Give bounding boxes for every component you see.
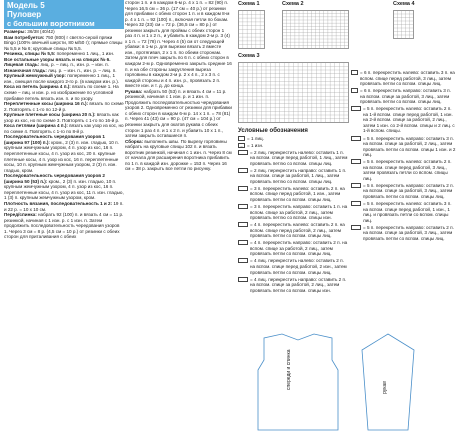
- col1-paragraph: [4, 112, 124, 123]
- legend-list-2: [351, 70, 457, 241]
- legend-symbol-icon: [351, 136, 361, 141]
- paragraph-text: 19 п. и 22 р. = 10 х 10 см.: [4, 200, 124, 212]
- legend-text: = 3 п. перекрестить направо: оставить 1 п. на вспом. спице за работой, 2 лиц., затем провязать петлю со вспом. спицы изн.: [250, 204, 348, 221]
- paragraph-heading: Крупные плетеные косы (ширина 20 п.):: [4, 112, 97, 118]
- legend-list: [238, 136, 350, 294]
- legend-item: [351, 88, 457, 105]
- legend-text: = 5 п. перекрестить направо: оставить 2 п. на вспом. спице за работой, 3 лиц., затем провязать петли со вспом. спицы лиц.: [363, 182, 454, 199]
- legend-symbol-icon: [351, 70, 358, 75]
- col1-paragraph: [4, 134, 124, 173]
- instructions-text-2: [125, 0, 232, 172]
- col1-paragraph: [4, 101, 124, 112]
- paragraph-text: кром., 2 (3) п. изн. гладью, 10 п. крупным жемчужным узором, 4 п. узор из кос, 16 п. переплетенные косы, 4 п. узор из кос, 20 п. крупные плетеные косы, 4 п. узор из кос, 16 п. переплетенные косы, 10 п. крупным жемчужным узором, 2 (3) п. изн. гладью, кром.: [4, 139, 119, 173]
- legend-symbol-icon: [238, 204, 248, 209]
- pattern-diagram: [238, 330, 460, 440]
- legend-text: = 5 п. перекрестить налево: оставить 2 п. на вспом. спице перед работой, 3 лиц., затем провязать петли со вспом. спицы лиц.: [363, 159, 452, 181]
- legend-item: [351, 183, 457, 200]
- legend-symbol-icon: [238, 258, 248, 263]
- legend-symbol-icon: [238, 186, 248, 191]
- paragraph-heading: Крупный жемчужный узор:: [4, 73, 68, 79]
- col1-paragraph: [4, 212, 124, 240]
- schema-2-title: Схема 2: [282, 1, 304, 7]
- column-2: [125, 0, 232, 172]
- legend-item: [238, 277, 350, 294]
- schema-1-chart: [238, 10, 268, 50]
- paragraph-text: лиц. р. – лиц. п., изн. р. – изн. п.: [40, 62, 109, 68]
- paragraph-heading: Перед/спинка:: [4, 212, 38, 218]
- paragraph-text: кром., 2 (3) п. изн. гладью, 10 п. крупным жемчужным узором, 4 п. узор из кос, 16 п. переплетенные косы, 4 п. узор из кос, 11 п. изн. гладью, 1 (3) п. крупным жемчужным узором, кром.: [4, 178, 124, 201]
- paragraph-heading: Коса из петель (ширина 4 п.):: [4, 84, 73, 90]
- schema-4-chart: [393, 10, 417, 40]
- legend-text: = 4 лиц. перекрестить налево: оставить 2 п. на вспом. спице перед работой, 2 изн., затем провязать петли со вспом. спицы лиц.: [250, 258, 347, 275]
- legend-item: [238, 168, 350, 185]
- legend-symbol-icon: –: [238, 143, 245, 148]
- legend-symbol-icon: [238, 240, 248, 245]
- legend-item: [351, 159, 457, 181]
- legend-text: = 5 п. перекрестить налево: оставить 2 п. на 1-й вспом. спице перед работой, 1 изн. на 2-й вспом. спице за работой, 2 лиц., затем 1 изн. со 2-й вспом. спицы и 2 лиц. с 1-й вспом. спицы.: [363, 106, 455, 134]
- legend-text: = 1 изн.: [247, 142, 264, 148]
- paragraph-heading: Коса петлями (ширина 4 п.):: [4, 123, 70, 129]
- col1-paragraph: [4, 84, 124, 101]
- legend-symbol-icon: [238, 150, 248, 155]
- paragraph-text: набрать 92 (100) п. и вязать 4 см = 11 р. резинкой, начиная с 1 изн. р. с 1 изн. п. Затем продолжить последовательность чередования узоров 1. Через 3 см = 8 р. (4,5 см = 10 р.) от резинки с обеих сторон для приталивания с обеих: [4, 212, 124, 240]
- legend-item: [351, 136, 457, 158]
- paragraph-text: вязать как узор из кос, но по схеме 3. Повторять с 1-го по 16-й р.: [4, 112, 120, 123]
- legend-item: [238, 150, 350, 167]
- legend-title: Условные обозначения: [238, 128, 308, 134]
- schema-1-title: Схема 1: [238, 1, 260, 7]
- legend-text: = 2 лиц. перекрестить налево: оставить 1 п. на вспом. спице перед работой, 1 лиц., затем провязать петлю со вспом. спицы лиц.: [250, 149, 348, 166]
- schemas-area: [238, 0, 350, 128]
- schema-3-title: Схема 3: [238, 53, 260, 59]
- legend-item: [238, 240, 350, 257]
- column-3: [238, 0, 350, 295]
- legend-text: = 3 п. перекрестить налево: оставить 2 п. на вспом. спице перед работой, 1 изн., затем провязать петли со вспом. спицы лиц.: [250, 185, 345, 203]
- paragraph-heading: Резинка, спицы № 5,5:: [4, 51, 57, 57]
- column-1: [4, 0, 124, 240]
- paragraph-heading: Все остальные узоры вязать и на спицах № 6.: [4, 56, 111, 62]
- paragraph-heading: Переплетенные косы (ширина 16 п.):: [4, 101, 90, 107]
- paragraph-text: выполнить швы. По вырезу горловины набрать на круговые спицы 102 п. и вязать воротник резинкой, начиная с 1 изн. п. Через 8 см от начала для расширения воротника прибавить по 1 п. в каждой изн. дорожке = 153 п. Через 16 см = 38 р. закрыть все петли по рисунку.: [125, 138, 232, 172]
- col1-paragraph: [4, 173, 124, 201]
- paragraph-heading: Изнаночная гладь:: [4, 67, 49, 73]
- legend-item: [351, 106, 457, 134]
- paragraph-heading: Рукава:: [125, 88, 144, 94]
- legend-symbol-icon: [238, 222, 248, 227]
- legend-text: = 4 п. перекрестить налево: оставить 2 п. на вспом. спице перед работой, 2 лиц., затем провязать петли со вспом. спицы лиц.: [250, 222, 345, 239]
- legend-symbol-icon: [351, 159, 361, 164]
- legend-symbol-icon: [238, 136, 245, 141]
- paragraph-heading: Последовательность чередования узоров 1 (ширина 97 (100) п.):: [4, 134, 105, 145]
- legend-text: = 4 лиц. перекрестить направо: оставить 2 п. на вспом. спице за работой, 2 лиц., затем провязать петли со вспом. спицы изн.: [250, 276, 347, 293]
- paragraph-heading: Лицевая гладь:: [4, 62, 41, 68]
- paragraph-text: 36/38 (40/42): [27, 29, 55, 34]
- header-box: [4, 0, 124, 29]
- paragraph-text: сторон 1 п. и в каждом 6-м р. 4 х 1 п. = 82 (90) п. Через 16,5 см = 36 р. (17 см = 40 р.) от резинки для прибавки с обеих сторон 1 п. и в каждом 8-м р. 4 х 1 п. = 92 (100) п., включая петли по бокам. Через 32 (33) см = 72 р. (36,5 см = 80 р.) от резинки закрыть для проймы с обеих сторон 1 раз 4 п. и 1 х 2 п., и убавить в каждом 2-м р. 3 (4) х 1 п. = 72 (78) п. Через 4 (5) см от следующей убавки: в 1-м р. для вырезки вязать 2 вместе изн., протягивая, 2 х 1 п. по обеим сторонам. Затем для плеч закрыть по 6 п. с обеих сторон в каждом 2-м р. Одновременно закрыть средние 16 п. и на обе стороны закругления выреза горловины в каждом 2-м р. 2 х 4 п., 2 х 3 п. с каждой стороны и 4 п. изн. р., провязать 2 п. вместе изн. и т. д. до конца.: [125, 0, 232, 89]
- col1-paragraph: [4, 123, 124, 134]
- paragraph-text: попеременно 1 лиц., 1 изн., смещая после каждого 2-го р. (в каждом изн. р.).: [4, 73, 120, 84]
- paragraph-heading: Размеры:: [4, 29, 28, 34]
- col1-paragraph: [4, 35, 124, 52]
- schema-3-chart: [238, 62, 350, 124]
- legend-symbol-icon: [238, 168, 248, 173]
- paragraph-heading: Сборка:: [125, 138, 145, 144]
- legend-item: [351, 201, 457, 223]
- legend-text: = 4 п. перекрестить направо: оставить 2 п. на вспом. спице за работой, 2 лиц., затем провязать петли со вспом. спицы лиц.: [250, 240, 348, 257]
- paragraph-text: лиц. р. – изн. п., изн. р. – лиц. п.: [48, 67, 117, 73]
- legend-text: = 5 п. перекрестить направо: оставить 2 п. на вспом. спице за работой, 3 лиц., затем провязать петли со вспом. спицы лиц.: [363, 224, 454, 241]
- legend-item: [351, 225, 457, 242]
- legend-symbol-icon: [351, 106, 361, 111]
- page-title: Пуловер: [7, 10, 42, 19]
- instructions-text-1: [4, 29, 124, 240]
- col1-paragraph: [4, 201, 124, 212]
- legend-item: [238, 204, 350, 221]
- front-label: спереди и спинка: [286, 349, 292, 390]
- page-subtitle: с большим воротником: [7, 19, 95, 28]
- legend-text: = 1 лиц.: [247, 135, 264, 141]
- schema-4-title: Схема 4: [393, 1, 415, 7]
- legend-item: [351, 70, 457, 87]
- legend-item: [238, 136, 350, 142]
- model-label: Модель 5: [7, 1, 45, 10]
- paragraph-text: 750 (800) г светло-серой пряжи Bingo (100% овечьей шерсти, 80 м/50 г); прямые спицы № 5,5 и № 6; круговые спицы № 5,5.: [4, 34, 123, 51]
- legend-symbol-icon: [351, 225, 361, 230]
- paragraph-text: вязать по схеме 1. На схеме – лиц. и изн. р. но изображение по условной прибавке петель вязать изн. п. и по узору.: [4, 84, 119, 101]
- column-4: [351, 0, 457, 243]
- paragraph-text: вязать по схеме 2. Повторять с 1-го по 12-й р.: [4, 101, 124, 112]
- legend-text: = 6 п. перекрестить налево: оставить 3 п. на вспом. спице перед работой, 3 лиц., затем провязать петли со вспом. спицы лиц.: [360, 70, 455, 87]
- col2-paragraph: [125, 139, 232, 172]
- paragraph-heading: Плотность вязания, последовательность 1 и 2:: [4, 200, 114, 206]
- legend-symbol-icon: [351, 201, 361, 206]
- legend-item: [238, 258, 350, 275]
- legend-symbol-icon: [351, 183, 361, 188]
- legend-text: = 5 п. перекрестить налево: оставить 3 п. на вспом. спице перед работой, 1 изн., 1 лиц. и провязать петли со вспом. спицы лиц.: [363, 201, 452, 223]
- paragraph-text: вязать как узор из кос, но по схеме 4. Повторять с 1-го по 8-й р.: [4, 123, 124, 134]
- schema-2-chart: [282, 10, 352, 50]
- col2-paragraph: [125, 0, 232, 89]
- legend-text: = 2 лиц. перекрестить направо: оставить 1 п. на вспом. спице за работой, 1 лиц., затем провязать петлю со вспом. спицы лиц.: [250, 167, 347, 184]
- legend-text: = 6 п. перекрестить направо: оставить 3 п. на вспом. спице за работой, 3 лиц., затем провязать петли со вспом. спицы лиц.: [360, 88, 451, 105]
- legend-symbol-icon: [351, 88, 358, 93]
- paragraph-text: набрать 50 (53) п. и вязать 4 см = 11 р. резинкой, начиная с 1 изн. р. и 1 изн. п. Продолжить последовательностью чередования узоров 2. Одновременно от резинки для прибавки с обеих сторон в каждом 6-м р. 14 х 1 п. = 78 (81) п. Через 41 (43) см = 90 р. (47 см = 104 р.) от резинки закрыть для окатов рукава с обеих сторон 1 раз 4 п. и 1 х 2 п. и убавить 10 х 1 п., затем закрыть оставшиеся п.: [125, 88, 232, 139]
- legend-item: [238, 186, 350, 203]
- legend-symbol-icon: [238, 277, 248, 282]
- paragraph-heading: Вам потребуется:: [4, 34, 46, 40]
- sleeve-label: рукав: [382, 381, 388, 394]
- paragraph-heading: Последовательность чередования узоров 2 (ширина 50 (53) п.):: [4, 173, 105, 184]
- paragraph-text: попеременно 1 лиц., 1 изн.: [56, 51, 115, 57]
- legend-text: = 5 п. перекрестить направо: оставить 3 п. на вспом. спице за работой, 2 лиц., затем провязать петли со вспом. спицы 1 изн. и 2 лиц.: [363, 135, 456, 158]
- legend-item: [238, 222, 350, 239]
- col1-paragraph: [4, 73, 124, 84]
- legend-item: [238, 143, 350, 149]
- col2-paragraph: [125, 89, 232, 139]
- schema-4-area: [351, 0, 457, 70]
